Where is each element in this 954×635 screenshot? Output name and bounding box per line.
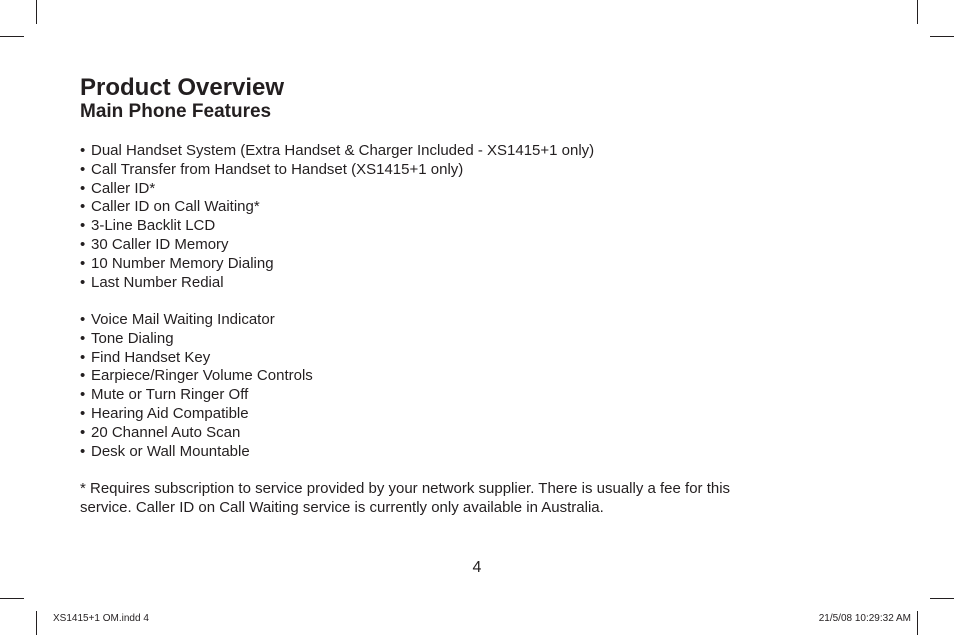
list-item: • 10 Number Memory Dialing bbox=[80, 254, 274, 272]
bullet-icon: • bbox=[80, 386, 86, 404]
bullet-icon: • bbox=[80, 367, 86, 385]
list-item: • Hearing Aid Compatible bbox=[80, 404, 249, 422]
crop-mark-bottom-left-vertical bbox=[36, 611, 37, 635]
bullet-icon: • bbox=[80, 160, 86, 178]
list-item: • 30 Caller ID Memory bbox=[80, 235, 229, 253]
bullet-icon: • bbox=[80, 235, 86, 253]
list-item: • Call Transfer from Handset to Handset (XS1415+1 only) bbox=[80, 160, 464, 178]
list-item: • Desk or Wall Mountable bbox=[80, 442, 250, 460]
list-item: • Earpiece/Ringer Volume Controls bbox=[80, 367, 313, 385]
page-number: 4 bbox=[472, 559, 482, 576]
list-item: • 3-Line Backlit LCD bbox=[80, 217, 216, 235]
list-item: • Find Handset Key bbox=[80, 348, 211, 366]
crop-mark-bottom-right-vertical bbox=[917, 611, 918, 635]
crop-mark-bottom-left-horizontal bbox=[0, 598, 24, 599]
list-item: • Mute or Turn Ringer Off bbox=[80, 386, 249, 404]
crop-mark-top-right-vertical bbox=[917, 0, 918, 24]
print-slug-filename: XS1415+1 OM.indd 4 bbox=[53, 613, 149, 624]
section-subtitle: Main Phone Features bbox=[80, 101, 272, 122]
feature-list-secondary bbox=[80, 311, 313, 461]
crop-mark-bottom-right-horizontal bbox=[930, 598, 954, 599]
print-slug-timestamp: 21/5/08 10:29:32 AM bbox=[818, 613, 911, 624]
bullet-icon: • bbox=[80, 329, 86, 347]
bullet-icon: • bbox=[80, 404, 86, 422]
bullet-icon: • bbox=[80, 442, 86, 460]
feature-list-primary bbox=[80, 142, 594, 292]
bullet-icon: • bbox=[80, 273, 86, 291]
bullet-icon: • bbox=[80, 311, 86, 328]
bullet-icon: • bbox=[80, 348, 86, 366]
page-title: Product Overview bbox=[80, 74, 285, 101]
list-item: • Dual Handset System (Extra Handset & Charger Included - XS1415+1 only) bbox=[80, 142, 595, 159]
bullet-icon: • bbox=[80, 142, 86, 159]
list-item: • Tone Dialing bbox=[80, 329, 174, 347]
bullet-icon: • bbox=[80, 179, 86, 197]
crop-mark-top-left-vertical bbox=[36, 0, 37, 24]
bullet-icon: • bbox=[80, 217, 86, 235]
list-item: • Caller ID on Call Waiting* bbox=[80, 198, 260, 216]
list-item: • 20 Channel Auto Scan bbox=[80, 423, 241, 441]
list-item: • Voice Mail Waiting Indicator bbox=[80, 311, 275, 328]
footnote: * Requires subscription to service provided by your network supplier. There is usually a fee for this service. Caller ID on Call Waiting service is currently only available in Australia. bbox=[80, 480, 731, 516]
crop-mark-top-left-horizontal bbox=[0, 36, 24, 37]
list-item: • Caller ID* bbox=[80, 179, 156, 197]
crop-mark-top-right-horizontal bbox=[930, 36, 954, 37]
bullet-icon: • bbox=[80, 198, 86, 216]
list-item: • Last Number Redial bbox=[80, 273, 224, 291]
bullet-icon: • bbox=[80, 254, 86, 272]
bullet-icon: • bbox=[80, 423, 86, 441]
